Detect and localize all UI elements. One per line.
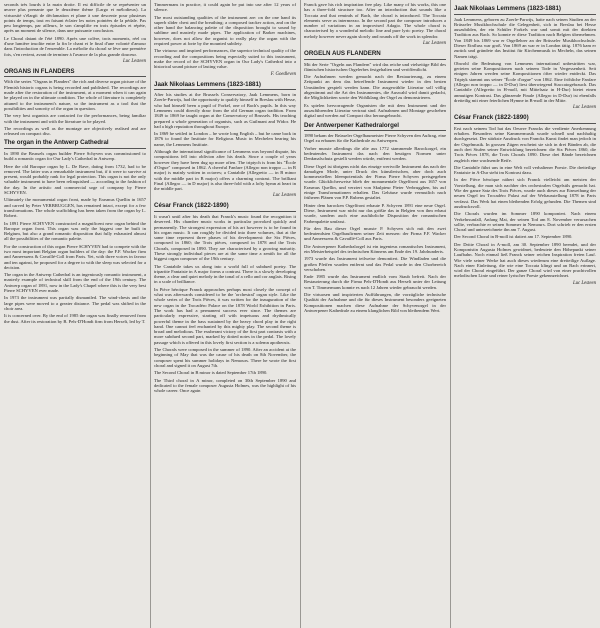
body-paragraph: It wasn't until after his death that Franck's music found the recognition it deserved. His chamber music works in particular provoked quickly and permanently. The strongest expression of his art however is to be found in his organ music. It can roughly be divided into three volumes, that at the same time represent three phases of his development: the Six Pièces, composed in 1860; the Trois pièces, composed in 1878 and the Trois Chorals, composed in 1890. They are characterised by a growing maturity. These strongly individual pieces are at the same time a zenith for all the biggest organ composer of the 19th century. [154,213,296,262]
author-credit: Luc Lesteen [572,105,596,111]
body-paragraph: The organ in the Antwerp Cathedral is an ingeniously romantic instrument, a masterly example of technical skill from the end of the 19th century. The Antwerp organ of 1891, now in the Lady's Chapel where this is the very best Pierre SCHYVEN ever made. [4,272,146,294]
body-paragraph: Although the international significance of Lemmens was beyond dispute, his compositions fell into oblivion after his death. Since a couple of years however they have been dug up more often. The triptych is from his "École d'Orgue" composed in 1862. A cheerful Fanfare (Allegro non troppo — in B major) is mainly written in octaves; a Cantabile (Allegretto — in B minor with the middle part in B major) offers a charming contrast. The brilliant Final (Allegro — in D major) is also three-fold with a lofty hymn at heart in the middle part. [154,149,296,192]
body-paragraph: In 1890 the Brussels organ builder Pierre Schyven was commissioned to build a romantic organ for Our Lady's Cathedral in Antwerp. [4,150,146,162]
body-paragraph: After his studies at the Brussels Conservatory, Jaak Lemmens, born in Zoerle-Parwijs, had the opportunity to qualify himself in Breslau with Hesse, who had himself been a pupil of Forkel, one of Bach's pupils. In this way Lemmens could directly draw from the old German organ tradition. From 1849 to 1869 he taught organ at the Conservatory of Brussels. His teaching prepared a whole generation of organists, such as Guilmant and Widor. He had a high reputation throughout Europe. [154,92,296,129]
author-credit: F. Goedleven [270,71,296,77]
body-paragraph: Franck gave his rich inspiration free play. Like many of his works, this one has a three-fold structure too. After an introduction that sounds like a Toccata and that reminds of Bach, the choral is introduced. The Toccata elements serve as intermezzo. In the second part the composer introduces a number of variations in an improvised Adagio. The whole choral is characterised by a wonderful melodic line and pure lyric poetry. The choral melody however never again slowly and rounds off the work in splendor. [304,2,446,39]
body-paragraph: With the series "Organs in Flanders" the rich and diverse organ picture of the Flemish historic organs is being recorded and published. The recordings are made after the restoration of the instrument, at a moment when it can again be played on in the ultimate condition. The whole of literature is completely attuned to the instrument's nature, so the instrument as a tool that the possibilities and sonority of the organ in question. [4,79,146,111]
body-paragraph: Die Antwerpener Kathedralorgel ist ein ingenieus romantisches Instrument, ein Meisterbeispiel des technischen Könnens am Ende des 19. Jahrhunderts. [304,243,446,254]
column-french [0,0,150,628]
subsection-heading: Der Antwerpener Kathedralorgel [304,122,446,132]
body-paragraph: In 1973 the instrument was partially dismantled. The wind-chests and the large pipes were moved to a greater distance. The pedal was shifted in the choir area. [4,295,146,311]
body-paragraph: Hinter dem barocken Orgelfront erbaute P. Schyven 1891 eine neue Orgel. Diese, Instrument war nicht nur das größte das in Belgien von ihm erbaut wurde, sondern auch eine ausführliche Disposition der romantischen Farbenpalette umfasst. [304,202,446,224]
body-paragraph: Der Second Choral in B-moll ist datiert am 17. September 1890. [454,234,573,240]
body-paragraph: For the construction of this organ Pierre SCHYVEN had to compete with the two most important Belgian organ builders of the day: the F.F. Wacker firm and Anneessens & Cavaillé-Coll from Paris. Yet, with three voices in favour and ten against, he proposed for a degree to with the sleep was selected for a decision. [4,243,146,270]
body-paragraph: Le Choral datant de l'été 1890. Après une colère, trois moments, réel ou d'une lumière insolite entre la fin le chant et le final d'une volonté d'amour dans l'introduction de l'ensemble. La mélodie du choral se lève une première fois, s'en revient, avant de terminer à l'avance de la plus grande douceur. [4,35,146,57]
body-paragraph: The recordings as well as the montage are objectively realised and are released on compact disc. [4,125,146,137]
body-paragraph: Ende 1985 wurde das Instrument endlich vom Staub befreit. Nach der Restaurierung durch die Firma Pels-D'Hondt aus Herselt unter der Leitung von T. Timmermans konnte es nach 12 Jahren wieder gebraucht werden. [304,274,446,290]
body-paragraph: It is concerned over. By the end of 1985 the organ was finally removed from the dust. After its restoration by B. Pels-D'Hondt firm from Herselt, led by T. [4,313,146,324]
section-heading: ORGELN AUS FLANDERN [304,50,446,60]
section-heading: Jaak Nikolaas Lemmens (1823-1881) [154,81,296,91]
body-paragraph: Here the old Baroque organ by L. De Rave, dating from 1732, had to be removed. The latter was a remarkable instrument but, if it were to survive at present, would probably rank for legal protection. This organ is not the only valuable instrument to have been relinquished — according to the fashion of the day. In the artistic and commercial urge of company by Pierre SCHYVEN. [4,163,146,196]
body-paragraph: Die virtuosen und inspirierten Aufführungen, die vorzügliche technische Qualität der Aufnahme und die für dieses Instrument besonders geeigneten Kompositionen machen diese Aufnahme der Schyvenorgel in der Antwerpener Kathedrale zu einem klanglichen Bild von bleibendem Wert. [304,292,446,313]
column-german-1 [300,0,450,628]
body-paragraph: 1973 wurde das Instrument teilweise demontiert. Die Windladen und die großen Pfeifen wurden entfernt und das Pedal wurde in den Chorbereich verschoben. [304,256,446,272]
subsection-heading: The organ in the Antwerp Cathedral [4,139,146,149]
body-paragraph: Es spielen hervorragende Organisten die mit dem Instrument und der auszuführenden Literatur vertraut sind. Aufnahmen und Montage geschehen digital und werden auf Compact disc herausgebracht. [304,102,446,119]
body-paragraph: Obwohl die Bedeutung von Lemmens international unbestritten war, gerieten seine Kompositionen nach seinem Tode in Vergessenheit. Seit einigen Jahren werden seine Kompositionen öfter wieder entdeckt. Das Triptyk stammt aus seiner "École d'orgue" von 1862. Eine fröhliche Fanfare (Allegro non troppo — in D-Dur) liest überwiegend Staccatogebrauch. Das Cantabile (Allegretto in H-moll, mit Mittelsatz in H-Dur) bietet einen anmutigen Kontrast. Das glänzende Finale (Allegro in D-Dur) ist ebenfalls dreiteilig mit einer feierlichen Hymne in B-moll in der Mitte. [454,60,596,103]
body-paragraph: The Third choral in A minor, completed on 30th September 1890 and dedicated to the female composer Augusta Holmes, was the highlight of his whole career. Once again [154,377,296,394]
body-paragraph: Für den Bau dieser Orgel musste P. Schyven sich mit den zwei bedeutendsten Orgelbaufirmen seiner Zeit messen: der Firma F.F. Wacker und Anneessens & Cavaillé-Coll aus Paris. [304,225,446,242]
body-paragraph: Timmermans in practice, it could again be put into use after 12 years of silence. [154,2,296,13]
body-paragraph: The Cantabile takes us along into a world full of subdued poetry. The tripartite Fantaisie in A major forms a contrast. There is a slowly developing theme, a clear and quiet melody in the tonal of a cello and cor anglais. Rising in a scale of brilliance. [154,263,296,285]
section-heading: César Franck (1822-1890) [454,114,596,124]
body-paragraph: In Pièce héroïque Franck approaches perhaps most closely the concept of what was afterwards considered to be the 'orchestral' organ style. Like the whole series of the Trois Pièces, it was written for the inauguration of the new organ in the Trocadéro Palace on the 1878 World Exhibition in Paris. The work has had a permanent success ever since. The themes are particularly expressive, starting off with impetuous and rhythmically powerful theme in the bass sustained by the heavy chord play in the right hand. One cannot feel enchanted by this mighty play. The second theme is broad and melodious. The exuberant victory of the first part contrasts with a more subdued second part, marked by dotted notes in the pedal. The lovely passage which is offered in this lovely first section is a solemn apotheosis. [154,286,296,345]
body-paragraph: The virtuoso and inspired performances, the superior technical quality of the recording and the compositions being especially suited to this instrument, make the record of the SCHYVEN organ in Our Lady's Cathedral into a historical sound picture of lasting value. [154,48,296,70]
body-paragraph: Ultimately the monumental organ front, made by Erasmus Quellin in 1657 and carved by Peter VERBRUGGEN, has remained intact, except for a few transformations. The whole scaffolding has been taken from the organ by L. Robert. [4,197,146,219]
body-paragraph: In der Pièce héroïque nähert sich Franck vielleicht am meisten der Vorstellung, die man sich nachher des orchestralen Orgelstils gemacht hat. Wie der ganze Satz des Trois Pièces, wurde auch dieses zur Einweihung der neuen Orgel im Trocadéro Palast auf der Weltausstellung 1878 in Paris verfasst. Das Werk hat einen bleibenden Erfolg gefunden. Die Themen sind ausdrucksvoll. [454,177,596,209]
column-german-2 [450,0,600,628]
section-heading: César Franck (1822-1890) [154,202,296,212]
body-paragraph: In 1869 he settled in London – he wrote long English – but he came back in 1876 to found the Institute for Religious Music in Mechelen bearing his name, the Lemmens Institute. [154,131,296,147]
author-credit: Luc Lesteen [572,280,596,286]
body-paragraph: Erst nach seinem Tod hat das Oeuvre Francks die verdiente Anerkennung erhalten. Besonders seine Kammermusik wurde schnell und nachhaltig durchgesetzt. Der stärkste Ausdruck von Francks Kunst findet man jedoch in der Orgelmusik. In grossen Zügen erscheint sie sich in drei Bänden ab, die auch drei Stufen seiner Entwicklung bezeichnen: die Six Pièces 1860, die Trois Pièces 1878, die Trois Chorals 1890. Diese drei Bände bezeichnen zugleich eine wachsende Reife. [454,125,596,163]
body-paragraph: The most outstanding qualities of the instrument are: on the one hand its superb slider chest and the breathing; a composed tracker action, and on the other hand the balancing palette of the disposition brought to sound by sublime and masterly made pipes. The application of Barker machines, however, does not allow the organist to really play the organ with the required power at forte by the mounted subtlety. [154,14,296,47]
body-paragraph: In 1891 Pierre SCHYVEN constructed a magnificent new organ behind the Baroque organ front. This organ was only the biggest one he built in Belgium, but also a grand romantic disposition that fully exhausted almost all the possibilities of the romantic palette. [4,220,146,242]
body-paragraph: 1890 bekam der Brüsseler Orgelbaumeister Pierre Schyven den Auftrag, eine Orgel zu erbauen für die Kathedrale zu Antwerpen. [304,133,446,144]
author-credit: Luc Lesteen [122,58,146,64]
body-paragraph: The Chorals were composed in the summer of 1890. After an accident at the beginning of May that was the cause of his death on 8th November, the composer spent his summer holidays in Nemours. There he wrote the first choral and signed it on August 7th. [154,347,296,368]
body-paragraph: Vorher musste allerdings die alte aus 1772 stammende Barockorgel, ein bedeutendes Instrument das nach den heutigen Normen unter Denkmalschutz gestellt werden würde, entfernt werden. [304,145,446,162]
body-paragraph: The very best organists are contacted for the performances, being familiar with the instrument and with the literature to be played. [4,113,146,124]
body-paragraph: Mit der Serie "Orgeln aus Flandern" wird das reiche und vielseitige Bild des flämischen historischen Orgelerbes festgehalten und veröffentlicht. [304,61,446,72]
column-english [150,0,300,628]
body-paragraph: Der Dritte Choral in A-moll, am 30. September 1890 beendet, und der Komponistin Augusta Holmes gewidmet, bedeutete den Höhepunkt seiner Laufbahn. Noch einmal ließ Franck seiner reichen Inspiration freien Lauf. Wie viele seiner Werke hat auch dieses wiederum eine dreiteilige Auflage. Nach einer Einleitung, die wie eine Toccata klingt und an Bach erinnert, wird der Choral eingeführt. Der ganze Choral wird von einer prachtvollen melodischen Linie und reiner lyrischer Poesie gekennzeichnet. [454,241,596,279]
body-paragraph: seconds très lourds à la main droite. Il est difficile de se représenter un œuvre plus prenante que le deuxième thème (Largo et mélodieux). La virtuosité s'élargit de déclamation et plane à une descente pour plusieurs points de temps, tout en faisant éclater les notes pointées de la pédale. Pas peu longtemps, par ailleurs, le son s'amplifie en trois épisodes et répète, après un moment de silence, dans une puissante conclusion. [4,2,146,34]
body-paragraph: Die Cantabile führt uns in eine Welt voll verhaltener Poesie. Die dreiteilige Fantaisie in A-Dur steht im Kontrast dazu. [454,164,596,176]
body-paragraph: Diese Orgel ist übrigens nicht das einzige wertvolle Instrument das nach der damaligen Mode, unter Druck des künstlerischen, aber doch auch kommerziellen Ideenpotentials der Firma Pierre Schyven preisgegeben wurde. Glücklicherweise blieb der monumentale Orgelfront aus 1657 von Erasmus Quellin, und verziert von Skulpteur Pieter Verbrugghen, bis auf einige Transformationen erhalten. Das Gehäuse wurde vermutlich nach früheren Plänen von P.P. Rubens gestaltet. [304,163,446,201]
section-heading: Jaak Nikolaas Lemmens (1823-1881) [454,5,596,15]
body-paragraph: The Second Choral in B minor is dated September 17th 1890. [154,370,268,376]
author-credit: Luc Lesteen [422,41,446,47]
section-heading: ORGANS IN FLANDERS [4,68,146,78]
body-paragraph: Die Aufnahmen werden gemacht nach der Restaurierung, zu einem Zeitpunkt an dem das betreffende Instrument wieder in den besten Umständen gespielt werden kann. Die ausgewählte Literatur soll völlig abgestimmt auf die Art des Instrumentes, die Auswahl wird damit gedacht, die Möglichkeiten sowie den Wohlklang der Orgel zu demonstrieren. [304,74,446,101]
body-paragraph: Die Chorals wurden im Sommer 1890 komponiert. Nach einem Verkehrsunfall, Anfang Mai, der seinen Tod am 8. November verursachen sollte, verbrachte er seinen Sommer in Nemours. Dort schrieb er den ersten Choral und unterzeichnete ihn am 7. August. [454,211,596,233]
author-credit: Luc Lesteen [272,193,296,199]
body-paragraph: Jaak Lemmens, geboren zu Zoerle-Parwijs, hatte nach seinen Studien an der Brüsseler Musikhochschule die Gelegenheit, sich in Breslau bei Hesse auszubilden, der ein Schüler Forkels war und somit mit der direkten Tradition aus Bach. So konnte er diese Tradition nach Belgien übernehmen. Von 1849 bis 1869 war er Orgellehrer an der Brüsseler Musikhochschule. Dieser Einfluss war groß. Von 1869 an war er in London tätig. 1876 kam er zurück und gründete das Institut für Kirchenmusik in Mecheln, das seinen Namen trägt. [454,16,596,59]
